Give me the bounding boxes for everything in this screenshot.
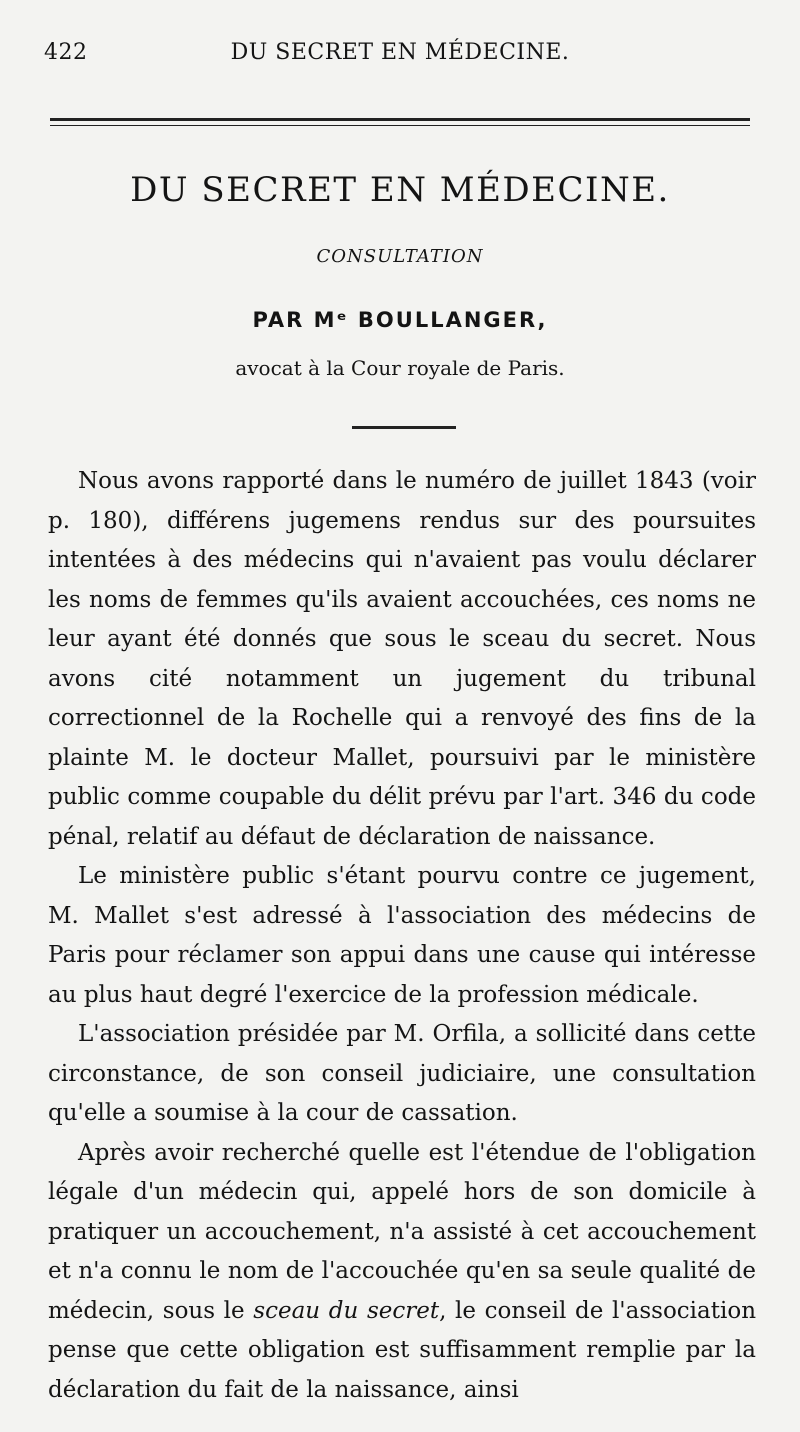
header-double-rule [50, 118, 750, 126]
page-number: 422 [44, 40, 88, 65]
running-title: DU SECRET EN MÉDECINE. [230, 40, 570, 65]
article-title: DU SECRET EN MÉDECINE. [130, 170, 670, 210]
paragraph-text-continued: , le conseil de l'association pense que cette obligation est suffisamment remplie par la déclaration du fait de la naissance, ainsi [48, 1297, 757, 1403]
italic-phrase: sceau du secret [253, 1297, 440, 1324]
paragraph: Le ministère public s'étant pourvu contre ce jugement, M. Mallet s'est adressé à l'association des médecins de Paris pour réclamer son appui dans une cause qui intéresse au plus haut degré l'exercice de la profession médicale. [48, 863, 756, 1008]
article-body [48, 462, 756, 1410]
section-divider [352, 426, 456, 429]
paragraph-text: Après avoir recherché quelle est l'étendue de l'obligation légale d'un médecin qui, appelé hors de son domicile à pratiquer un accouchement, n'a assisté à cet accouchement et n'a connu le nom de l'accouchée qu'en sa seule qualité de médecin, sous le [48, 1139, 756, 1324]
paragraph-last [48, 1134, 756, 1411]
paragraph: L'association présidée par M. Orfila, a sollicité dans cette circonstance, de son conseil judiciaire, une consultation qu'elle a soumise à la cour de cassation. [48, 1021, 756, 1126]
running-header [44, 40, 756, 76]
author-affiliation: avocat à la Cour royale de Paris. [235, 356, 565, 380]
article-subtitle: CONSULTATION [316, 246, 484, 267]
article-byline: PAR Mᵉ BOULLANGER, [252, 308, 548, 332]
paragraph: Nous avons rapporté dans le numéro de juillet 1843 (voir p. 180), différens jugemens rendus sur des poursuites intentées à des médecins qui n'avaient pas voulu déclarer les noms de femmes qu'ils avaient accouchées, ces noms ne leur ayant été donnés que sous le sceau du secret. Nous avons cité notamment un jugement du tribunal correctionnel de la Rochelle qui a renvoyé des fins de la plainte M. le docteur Mallet, poursuivi par le ministère public comme coupable du délit prévu par l'art. 346 du code pénal, relatif au défaut de déclaration de naissance. [48, 468, 756, 850]
